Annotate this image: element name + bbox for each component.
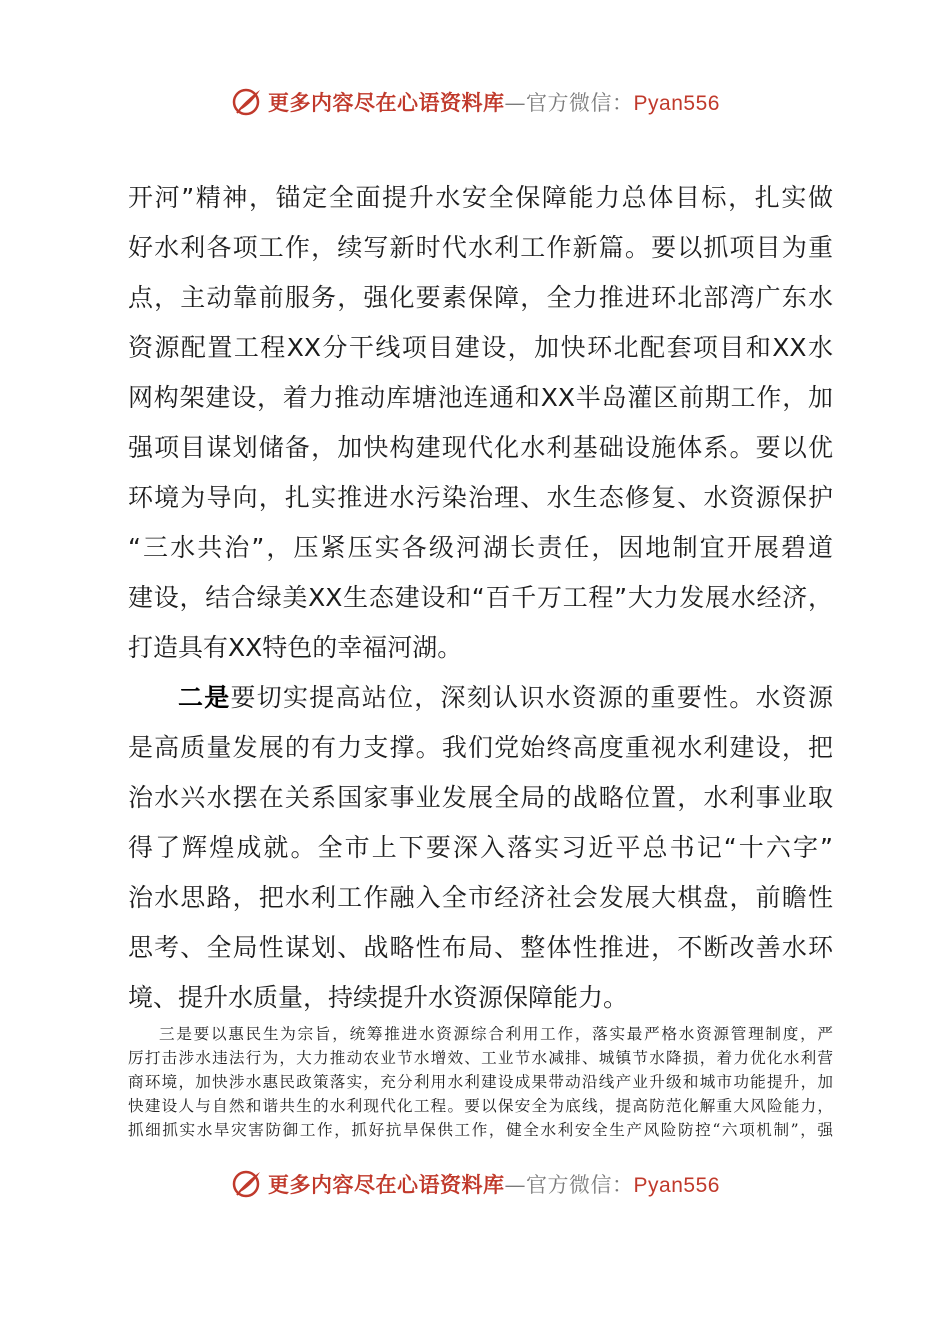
- body-line: “三水共治”，压紧压实各级河湖长责任，因地制宜开展碧道: [128, 533, 833, 562]
- banner-library-text: 更多内容尽在心语资料库: [268, 1172, 505, 1197]
- banner-library-text: 更多内容尽在心语资料库: [268, 90, 505, 115]
- body-line: 环境为导向，扎实推进水污染治理、水生态修复、水资源保护: [128, 483, 833, 512]
- banner-text: [268, 1169, 720, 1199]
- body-line: 境、提升水质量，持续提升水资源保障能力。: [128, 983, 629, 1012]
- banner-wechat-label: 官方微信：: [526, 1173, 634, 1197]
- header-watermark-banner: [0, 80, 950, 124]
- body-line: 强项目谋划储备，加快构建现代化水利基础设施体系。要以优: [128, 433, 833, 462]
- body-line: 网构架建设，着力推动库塘池连通和XX半岛灌区前期工作，加: [128, 383, 833, 412]
- body-line: 资源配置工程XX分干线项目建设，加快环北配套项目和XX水: [128, 333, 833, 362]
- small-line: 抓细抓实水旱灾害防御工作，抓好抗旱保供工作，健全水利安全生产风险防控“六项机制”，强: [128, 1121, 833, 1139]
- body-line: 得了辉煌成就。全市上下要深入落实习近平总书记“十六字”: [128, 833, 833, 862]
- footer-watermark-banner: [0, 1162, 950, 1206]
- body-line: 治水兴水摆在关系国家事业发展全局的战略位置，水利事业取: [128, 783, 833, 812]
- small-line: 三是要以惠民生为宗旨，统筹推进水资源综合利用工作，落实最严格水资源管理制度，严: [159, 1025, 833, 1043]
- banner-wechat-id: Pyan556: [633, 92, 720, 115]
- quill-logo-icon: [230, 85, 264, 119]
- body-line: 开河”精神，锚定全面提升水安全保障能力总体目标，扎实做: [128, 183, 833, 212]
- body-line: 建设，结合绿美XX生态建设和“百千万工程”大力发展水经济，: [128, 583, 833, 612]
- banner-separator: —: [504, 91, 527, 115]
- section2-first-line: [128, 673, 833, 723]
- small-line: 厉打击涉水违法行为，大力推动农业节水增效、工业节水减排、城镇节水降损，着力优化水利营: [128, 1049, 833, 1067]
- body-line: 是高质量发展的有力支撑。我们党始终高度重视水利建设，把: [128, 733, 833, 762]
- section2-line-text: 要切实提高站位，深刻认识水资源的重要性。水资源: [230, 683, 833, 712]
- banner-wechat-id: Pyan556: [633, 1174, 720, 1197]
- banner-separator: —: [504, 1173, 527, 1197]
- body-line: 治水思路，把水利工作融入全市经济社会发展大棋盘，前瞻性: [128, 883, 833, 912]
- body-line: 点，主动靠前服务，强化要素保障，全力推进环北部湾广东水: [128, 283, 833, 312]
- quill-logo-icon: [230, 1167, 264, 1201]
- document-body: [128, 173, 833, 1023]
- body-line: 好水利各项工作，续写新时代水利工作新篇。要以抓项目为重: [128, 233, 833, 262]
- section2-lead: 二是: [178, 683, 231, 712]
- small-line: 商环境，加快涉水惠民政策落实，充分利用水利建设成果带动沿线产业升级和城市功能提升，加: [128, 1073, 833, 1091]
- banner-text: [268, 87, 720, 117]
- body-line: 思考、全局性谋划、战略性布局、整体性推进，不断改善水环: [128, 933, 833, 962]
- small-paragraph: [128, 1022, 833, 1142]
- small-line: 快建设人与自然和谐共生的水利现代化工程。要以保安全为底线，提高防范化解重大风险能力，: [128, 1097, 833, 1115]
- body-line: 打造具有XX特色的幸福河湖。: [128, 633, 463, 662]
- banner-wechat-label: 官方微信：: [526, 91, 634, 115]
